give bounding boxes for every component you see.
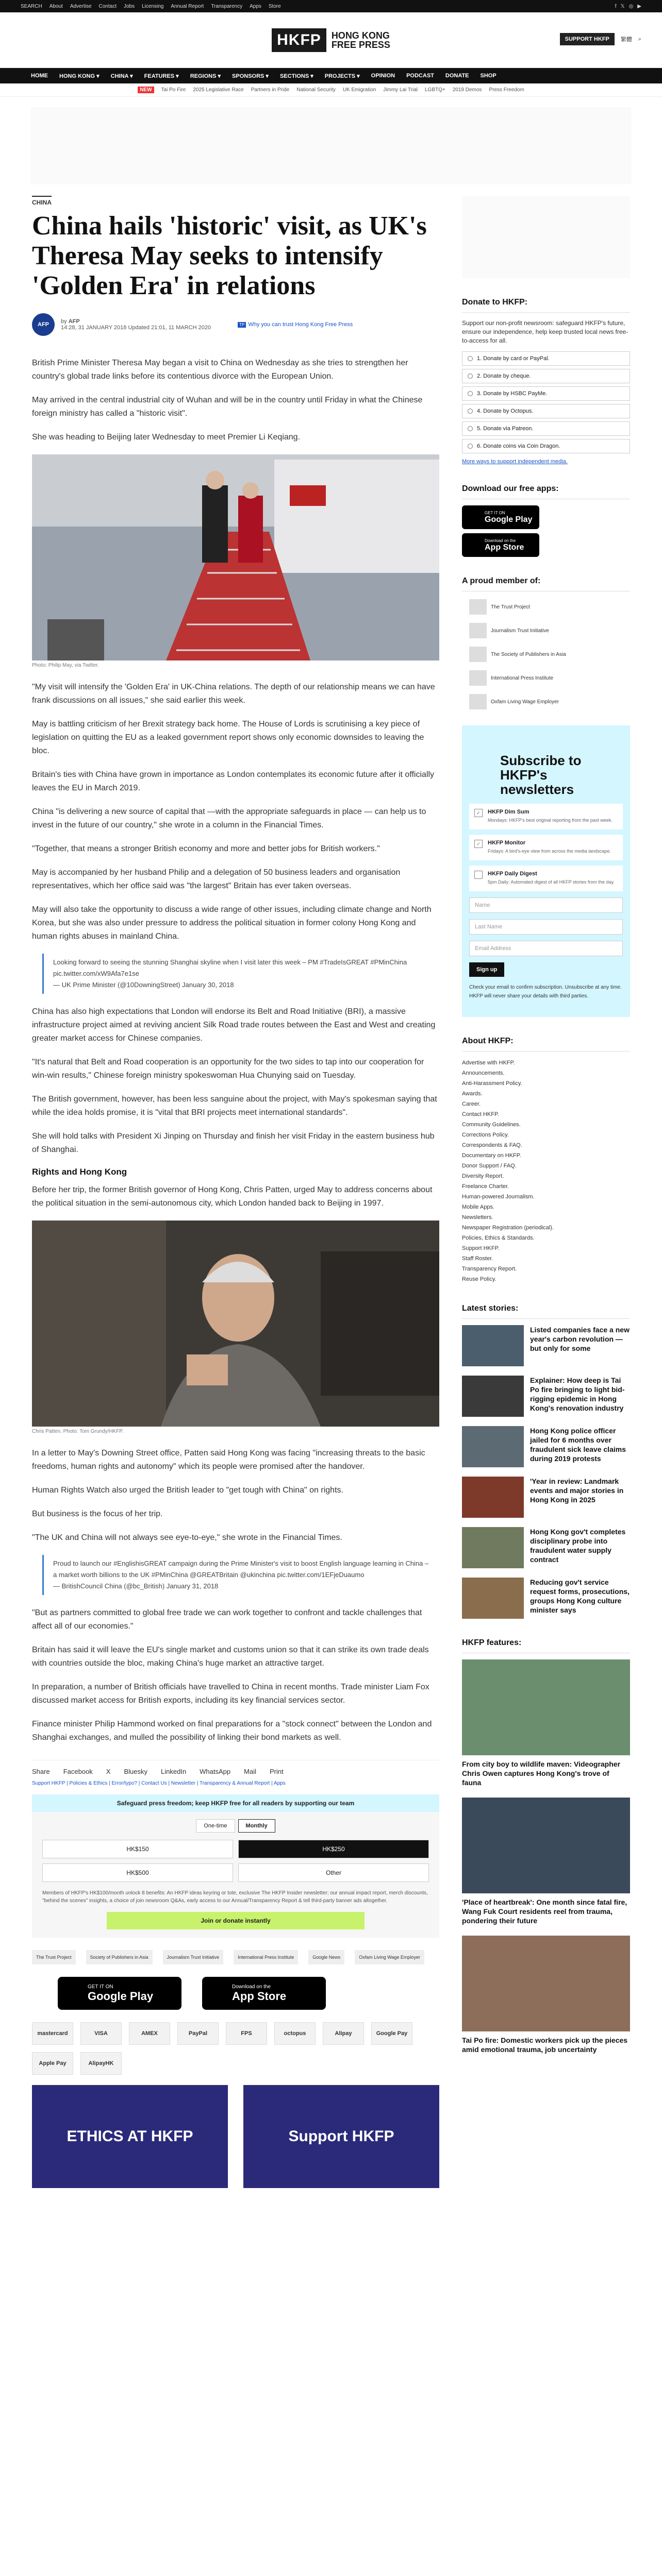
- article-photo-may[interactable]: [32, 454, 439, 660]
- feature-story[interactable]: From city boy to wildlife maven: Videographer Chris Owen captures Hong Kong's trove of fauna: [462, 1659, 630, 1787]
- member-logo[interactable]: Oxfam Living Wage Employer: [469, 692, 630, 711]
- last-name-input[interactable]: Last Name: [469, 919, 623, 935]
- instagram-icon[interactable]: ◎: [628, 3, 634, 9]
- photo-caption: Chris Patten. Photo: Tom Grundy/HKFP.: [32, 1429, 124, 1434]
- annual-report-link[interactable]: Annual Report: [171, 3, 204, 9]
- about-link[interactable]: Corrections Policy.: [462, 1132, 509, 1138]
- amount-option[interactable]: HK$500: [42, 1863, 233, 1882]
- tweet-text: Proud to launch our #EnglishisGREAT campaign during the Prime Minister's visit to boost English language learning in China – a market worth billions to the UK #PMinChina @GREATBritain @ukinchina pic.twitter.com/1EFjeDuaumo: [53, 1560, 429, 1579]
- donate-option[interactable]: 5. Donate via Patreon.: [462, 421, 630, 436]
- article-main: [32, 184, 439, 2198]
- feature-story[interactable]: Tai Po fire: Domestic workers pick up the pieces amid emotional trauma, job uncertainty: [462, 1936, 630, 2054]
- search-link[interactable]: SEARCH: [21, 3, 42, 9]
- about-link[interactable]: Donor Support / FAQ.: [462, 1163, 517, 1169]
- about-link[interactable]: Support HKFP.: [462, 1245, 500, 1251]
- paragraph: Finance minister Philip Hammond worked on final preparations for a "stock connect" between the London and Shanghai exchanges, and mulled the possibility of linking their bond markets as well.: [32, 1720, 432, 1742]
- newsletter-heading: Subscribe to HKFP's newsletters: [500, 753, 582, 797]
- nav-features[interactable]: FEATURES ▾: [144, 73, 179, 79]
- story-thumbnail: [462, 1578, 524, 1619]
- support-hkfp-button[interactable]: SUPPORT HKFP: [560, 33, 615, 45]
- nav-podcast[interactable]: PODCAST: [406, 73, 434, 79]
- feature-story[interactable]: 'Place of heartbreak': One month since fatal fire, Wang Fuk Court residents reel from trauma, pondering their future: [462, 1798, 630, 1925]
- paragraph: Before her trip, the former British governor of Hong Kong, Chris Patten, urged May to address concerns about the political situation in the semi-autonomous city, which London handed back to Beijing in 1997.: [32, 1185, 433, 1208]
- about-link[interactable]: Transparency Report.: [462, 1266, 517, 1272]
- licensing-link[interactable]: Licensing: [142, 3, 164, 9]
- about-link[interactable]: Newsletters.: [462, 1214, 493, 1221]
- section-heading: Rights and Hong Kong: [32, 1167, 127, 1177]
- footer-links[interactable]: Support HKFP | Policies & Ethics | Error/typo? | Contact Us | Newsletter | Transparency & Annual Report | Apps: [32, 1781, 286, 1786]
- paragraph: "My visit will intensify the 'Golden Era' in UK-China relations. The depth of our relationship means we can have frank discussions on all issues," she said earlier this week.: [32, 683, 435, 705]
- donate-option[interactable]: 6. Donate coins via Coin Dragon.: [462, 439, 630, 453]
- payment-badge: FPS: [226, 2022, 267, 2045]
- about-link[interactable]: Reuse Policy.: [462, 1276, 496, 1282]
- radio-icon: [468, 374, 473, 379]
- nav-shop[interactable]: SHOP: [480, 73, 496, 79]
- member-logo[interactable]: International Press Institute: [469, 669, 630, 687]
- more-ways-link[interactable]: More ways to support independent media.: [462, 459, 568, 465]
- ad-slot: [31, 107, 631, 184]
- apps-link[interactable]: Apps: [250, 3, 261, 9]
- advertise-link[interactable]: Advertise: [70, 3, 92, 9]
- x-icon[interactable]: 𝕏: [620, 3, 625, 9]
- about-link[interactable]: Correspondents & FAQ.: [462, 1142, 522, 1148]
- newsletter-option[interactable]: HKFP Daily Digest 5pm Daily: Automated digest of all HKFP stories from the day.: [469, 866, 623, 891]
- paragraph: May is accompanied by her husband Philip and a delegation of 50 business leaders and organisation representatives, which her office said was "the largest" Britain has ever taken overseas.: [32, 868, 401, 890]
- nav-sponsors[interactable]: SPONSORS ▾: [232, 73, 269, 79]
- paragraph: May will also take the opportunity to discuss a wide range of other issues, including climate change and North Korea, but she was also under pressure to address the political situation in former colony Hong Kong and human rights abuses in mainland China.: [32, 905, 432, 941]
- latest-story[interactable]: 'Year in review: Landmark events and major stories in Hong Kong in 2025: [462, 1477, 630, 1518]
- by-label: by: [61, 318, 67, 325]
- language-toggle[interactable]: 繁體: [620, 37, 632, 43]
- paragraph: Britain has said it will leave the EU's single market and customs union so that it can strike its own trade deals with countries outside the bloc, making China's huge market an attractive target.: [32, 1646, 429, 1668]
- site-header: [0, 12, 662, 68]
- payment-badge: Alipay: [323, 2022, 364, 2045]
- about-link[interactable]: Awards.: [462, 1091, 483, 1097]
- main-nav: [0, 68, 662, 83]
- latest-story[interactable]: Listed companies face a new year's carbon revolution — but only for some: [462, 1325, 630, 1366]
- about-link[interactable]: Documentary on HKFP.: [462, 1153, 521, 1159]
- member-logo[interactable]: The Trust Project: [469, 598, 630, 616]
- story-thumbnail: [462, 1426, 524, 1467]
- partner-logos: [32, 1950, 439, 1964]
- paragraph: In preparation, a number of British officials have travelled to China in recent months. Trade minister Liam Fox discussed market access for British exports, including its key financial services sector.: [32, 1683, 429, 1705]
- transparency-link[interactable]: Transparency: [211, 3, 243, 9]
- paragraph: "But as partners committed to global free trade we can work together to confront and tackle challenges that affect all of our economies.": [32, 1608, 422, 1631]
- checkbox-checked-icon[interactable]: ✓: [474, 840, 483, 848]
- payment-badge: Apple Pay: [32, 2052, 73, 2075]
- share-facebook[interactable]: Facebook: [63, 1768, 93, 1775]
- paragraph: But business is the focus of her trip.: [32, 1510, 163, 1518]
- share-linkedin[interactable]: LinkedIn: [161, 1768, 187, 1775]
- photo-caption: Photo: Philip May, via Twitter.: [32, 663, 99, 668]
- payment-badge: AMEX: [129, 2022, 170, 2045]
- payment-badge: VISA: [80, 2022, 122, 2045]
- sidebar: [462, 184, 630, 2198]
- newsletter-option[interactable]: ✓ HKFP Dim Sum Mondays: HKFP's best original reporting from the past week.: [469, 804, 623, 829]
- paragraph: May is battling criticism of her Brexit strategy back home. The House of Lords is scrutinising a key piece of legislation on quitting the EU as a leaked government report shows only economic downsides to leaving the bloc.: [32, 720, 424, 755]
- about-heading: About HKFP:: [462, 1031, 630, 1052]
- partner-logo[interactable]: Oxfam Living Wage Employer: [355, 1950, 424, 1964]
- nav-projects[interactable]: PROJECTS ▾: [324, 73, 360, 79]
- radio-icon: [468, 356, 473, 361]
- donation-heading: Safeguard press freedom; keep HKFP free for all readers by supporting our team: [32, 1794, 439, 1812]
- site-logo[interactable]: [272, 28, 390, 52]
- radio-icon: [468, 426, 473, 431]
- nav-donate[interactable]: DONATE: [445, 73, 469, 79]
- about-link[interactable]: Advertise with HKFP.: [462, 1060, 515, 1066]
- paragraph: "Together, that means a stronger British economy and more and better jobs for British workers.": [32, 844, 380, 853]
- share-bluesky[interactable]: Bluesky: [124, 1768, 147, 1775]
- partner-logo[interactable]: Society of Publishers in Asia: [86, 1950, 153, 1964]
- photo-chris-patten: [32, 1221, 439, 1427]
- about-link[interactable]: Diversity Report.: [462, 1173, 504, 1179]
- byline: [32, 313, 439, 336]
- tweet-attribution[interactable]: — UK Prime Minister (@10DowningStreet) January 30, 2018: [53, 981, 234, 989]
- signup-button[interactable]: Sign up: [469, 962, 504, 977]
- contact-link[interactable]: Contact: [98, 3, 117, 9]
- amount-option[interactable]: Other: [238, 1863, 429, 1882]
- google-play-button[interactable]: GET IT ON Google Play: [462, 505, 539, 529]
- feature-image: [462, 1936, 630, 2031]
- trending-link[interactable]: National Security: [296, 87, 336, 93]
- trust-project-icon: TP: [238, 322, 246, 328]
- top-utility-bar: [0, 0, 662, 12]
- logo-box: HKFP: [272, 28, 326, 52]
- about-link[interactable]: About: [49, 3, 63, 9]
- paragraph: British Prime Minister Theresa May began a visit to China on Wednesday as she tries to strengthen her country's global trade links before its contentious divorce with the European Union.: [32, 359, 408, 381]
- paragraph: May arrived in the central industrial city of Wuhan and will be in the country until Friday in what the Chinese foreign ministry has called a "historic visit".: [32, 396, 423, 418]
- latest-story[interactable]: Hong Kong police officer jailed for 6 months over fraudulent sick leave claims during 2019 protests: [462, 1426, 630, 1467]
- payment-badge: Google Pay: [371, 2022, 412, 2045]
- sidebar-ad-slot: [462, 196, 630, 278]
- proud-member-heading: A proud member of:: [462, 571, 630, 591]
- tweet-text: Looking forward to seeing the stunning Shanghai skyline when I visit later this week – PM #TradeIsGREAT #PMinChina pic.twitter.com/xW9Afa7e1se: [53, 958, 407, 977]
- paragraph: China has also high expectations that London will endorse its Belt and Road Initiative (BRI), a massive infrastructure project aimed at reviving ancient Silk Road trade routes between the East and West and creating greater market access for Chinese companies.: [32, 1007, 436, 1043]
- logo-line-1: HONG KONG: [331, 30, 390, 41]
- feature-image: [462, 1798, 630, 1893]
- payment-methods: [32, 2022, 439, 2075]
- latest-story[interactable]: Hong Kong gov't completes disciplinary probe into fraudulent water supply contract: [462, 1527, 630, 1568]
- share-whatsapp[interactable]: WhatsApp: [200, 1768, 231, 1775]
- trending-link[interactable]: LGBTQ+: [424, 87, 445, 93]
- payment-badge: mastercard: [32, 2022, 73, 2045]
- trending-link[interactable]: Tai Po Fire: [161, 87, 186, 93]
- tweet-attribution[interactable]: — BritishCouncil China (@bc_British) January 31, 2018: [53, 1582, 219, 1590]
- paragraph: She was heading to Beijing later Wednesday to meet Premier Li Keqiang.: [32, 433, 301, 442]
- support-hkfp-banner[interactable]: Support HKFP: [243, 2085, 439, 2188]
- publish-dates: 14:28, 31 JANUARY 2018 Updated 21:01, 11 MARCH 2020: [61, 325, 211, 331]
- nav-hong-kong[interactable]: HONG KONG ▾: [59, 73, 100, 79]
- google-play-button[interactable]: GET IT ON Google Play: [58, 1977, 181, 2010]
- story-thumbnail: [462, 1325, 524, 1366]
- story-thumbnail: [462, 1376, 524, 1417]
- latest-heading: Latest stories:: [462, 1299, 630, 1319]
- features-heading: HKFP features:: [462, 1633, 630, 1653]
- join-donate-button[interactable]: Join or donate instantly: [107, 1912, 365, 1929]
- trending-link[interactable]: 2019 Demos: [452, 87, 482, 93]
- donate-option[interactable]: 3. Donate by HSBC PayMe.: [462, 386, 630, 401]
- donation-widget: [32, 1794, 439, 1938]
- about-link[interactable]: Newspaper Registration (periodical).: [462, 1225, 554, 1231]
- nav-regions[interactable]: REGIONS ▾: [190, 73, 221, 79]
- photo-may-plane: [32, 454, 439, 660]
- payment-badge: AlipayHK: [80, 2052, 122, 2075]
- checkbox-checked-icon[interactable]: ✓: [474, 809, 483, 817]
- paragraph: "The UK and China will not always see eye-to-eye," she wrote in the Financial Times.: [32, 1533, 342, 1542]
- trending-link[interactable]: 2025 Legislative Race: [193, 87, 244, 93]
- share-print[interactable]: Print: [269, 1768, 284, 1775]
- latest-story[interactable]: Explainer: How deep is Tai Po fire bringing to light bid-rigging epidemic in Hong Kong's renovation industry: [462, 1376, 630, 1417]
- payment-badge: octopus: [274, 2022, 316, 2045]
- first-name-input[interactable]: Name: [469, 897, 623, 913]
- about-link[interactable]: Staff Roster.: [462, 1256, 493, 1262]
- partner-logo[interactable]: International Press Institute: [234, 1950, 298, 1964]
- radio-icon: [468, 391, 473, 396]
- about-link[interactable]: Career.: [462, 1101, 481, 1107]
- paragraph: The British government, however, has been less sanguine about the project, with May's spokesman saying that while the idea holds promise, it is "vital that BRI projects meet international standards".: [32, 1095, 437, 1117]
- app-store-button[interactable]: Download on the App Store: [202, 1977, 326, 2010]
- article-title: China hails 'historic' visit, as UK's Theresa May seeks to intensify 'Golden Era' in relations: [32, 211, 427, 300]
- partner-logo[interactable]: Google News: [308, 1950, 344, 1964]
- paragraph: "It's natural that Belt and Road cooperation is an opportunity for the two sides to tap into our cooperation for win-win results," Chinese foreign ministry spokeswoman Hua Chunying said on Tuesday.: [32, 1058, 424, 1080]
- story-thumbnail: [462, 1527, 524, 1568]
- about-link[interactable]: Community Guidelines.: [462, 1122, 521, 1128]
- about-link[interactable]: Announcements.: [462, 1070, 505, 1076]
- about-link[interactable]: Mobile Apps.: [462, 1204, 494, 1210]
- one-time-tab[interactable]: One-time: [196, 1819, 235, 1833]
- about-link[interactable]: Freelance Charter.: [462, 1183, 509, 1190]
- member-logo[interactable]: The Society of Publishers in Asia: [469, 645, 630, 664]
- membership-note: Members of HKFP's HK$100/month unlock 8 benefits: An HKFP ideas keyring or tote, exclusive The HKFP Insider newsletter; our annual impact report, merch discounts, "behind the scenes" insights, a choice of join newsroom Q&As, early access to our Annual/Transparency Report & tell third-party banner ads altogether.: [42, 1890, 428, 1904]
- newsletter-footnote: Check your email to confirm subscription. Unsubscribe at any time. HKFP will never share your details with third parties.: [469, 985, 622, 999]
- trending-bar: [0, 83, 662, 97]
- store-link[interactable]: Store: [268, 3, 281, 9]
- embedded-tweet[interactable]: [42, 954, 439, 994]
- trending-link[interactable]: Press Freedom: [489, 87, 524, 93]
- about-list: [462, 1058, 630, 1284]
- story-thumbnail: [462, 1477, 524, 1518]
- radio-icon: [468, 409, 473, 414]
- new-badge: NEW: [138, 87, 154, 93]
- jobs-link[interactable]: Jobs: [123, 3, 135, 9]
- trending-link[interactable]: Jimmy Lai Trial: [383, 87, 418, 93]
- share-mail[interactable]: Mail: [244, 1768, 256, 1775]
- partner-logo[interactable]: The Trust Project: [32, 1950, 76, 1964]
- author-name[interactable]: AFP: [68, 318, 80, 325]
- donate-text: Support our non-profit newsroom: safeguard HKFP's future, ensure our independence, help keep trusted local news free-to-access for all.: [462, 319, 628, 344]
- partner-logo[interactable]: Journalism Trust Initiative: [163, 1950, 224, 1964]
- nav-sections[interactable]: SECTIONS ▾: [279, 73, 313, 79]
- article-category[interactable]: CHINA: [32, 196, 52, 206]
- youtube-icon[interactable]: ▶: [637, 3, 641, 9]
- nav-opinion[interactable]: OPINION: [371, 73, 395, 79]
- apps-heading: Download our free apps:: [462, 479, 630, 499]
- donate-option[interactable]: 4. Donate by Octopus.: [462, 404, 630, 418]
- app-store-button[interactable]: Download on the App Store: [462, 533, 539, 557]
- ethics-banner[interactable]: ETHICS AT HKFP: [32, 2085, 228, 2188]
- donate-heading: Donate to HKFP:: [462, 293, 630, 313]
- paragraph: She will hold talks with President Xi Jinping on Thursday and finish her visit Friday in the eastern business hub of Shanghai.: [32, 1132, 435, 1154]
- paragraph: Human Rights Watch also urged the British leader to "get tough with China" on rights.: [32, 1486, 343, 1495]
- monthly-tab[interactable]: Monthly: [238, 1819, 275, 1833]
- search-icon[interactable]: ⌕: [638, 36, 641, 42]
- nav-china[interactable]: CHINA ▾: [110, 73, 133, 79]
- embedded-tweet[interactable]: [42, 1555, 439, 1595]
- trending-link[interactable]: UK Emigration: [342, 87, 376, 93]
- author-avatar[interactable]: AFP: [32, 313, 55, 336]
- logo-line-2: FREE PRESS: [331, 39, 390, 50]
- checkbox-icon[interactable]: [474, 871, 483, 879]
- share-x[interactable]: X: [106, 1768, 111, 1775]
- feature-image: [462, 1659, 630, 1755]
- article-photo-patten[interactable]: [32, 1221, 439, 1427]
- paragraph: Britain's ties with China have grown in importance as London contemplates its economic future after it officially leaves the EU in March 2019.: [32, 770, 435, 792]
- paragraph: In a letter to May's Downing Street office, Patten said Hong Kong was facing "increasing threats to the basic freedoms, human rights and autonomy" which its people were promised after the handover.: [32, 1449, 425, 1471]
- amount-option[interactable]: HK$150: [42, 1840, 233, 1858]
- email-input[interactable]: Email Address: [469, 941, 623, 956]
- donate-option[interactable]: 2. Donate by cheque.: [462, 369, 630, 383]
- trust-link-label: Why you can trust Hong Kong Free Press: [248, 321, 353, 328]
- payment-badge: PayPal: [177, 2022, 219, 2045]
- donate-option[interactable]: 1. Donate by card or PayPal.: [462, 351, 630, 366]
- radio-icon: [468, 444, 473, 449]
- about-link[interactable]: Anti-Harassment Policy.: [462, 1080, 522, 1087]
- share-bar: [32, 1760, 439, 1775]
- latest-story[interactable]: Reducing gov't service request forms, prosecutions, groups Hong Kong culture minister says: [462, 1578, 630, 1619]
- about-link[interactable]: Policies, Ethics & Standards.: [462, 1235, 535, 1241]
- facebook-icon[interactable]: f: [615, 3, 617, 9]
- nav-home[interactable]: HOME: [31, 73, 48, 79]
- newsletter-signup: [462, 725, 630, 1017]
- about-link[interactable]: Human-powered Journalism.: [462, 1194, 535, 1200]
- member-logo[interactable]: Journalism Trust Initiative: [469, 621, 630, 640]
- share-label: Share: [32, 1768, 50, 1775]
- about-link[interactable]: Contact HKFP.: [462, 1111, 499, 1117]
- amount-option[interactable]: HK$250: [238, 1840, 429, 1858]
- trending-link[interactable]: Partners in Pride: [251, 87, 290, 93]
- trust-link[interactable]: [238, 321, 353, 328]
- paragraph: China "is delivering a new source of capital that —with the appropriate safeguards in place — can help us to invest in the future of our country," she wrote in a column in the Financial Times.: [32, 807, 426, 829]
- newsletter-option[interactable]: ✓ HKFP Monitor Fridays: A bird's-eye view from across the media landscape.: [469, 835, 623, 860]
